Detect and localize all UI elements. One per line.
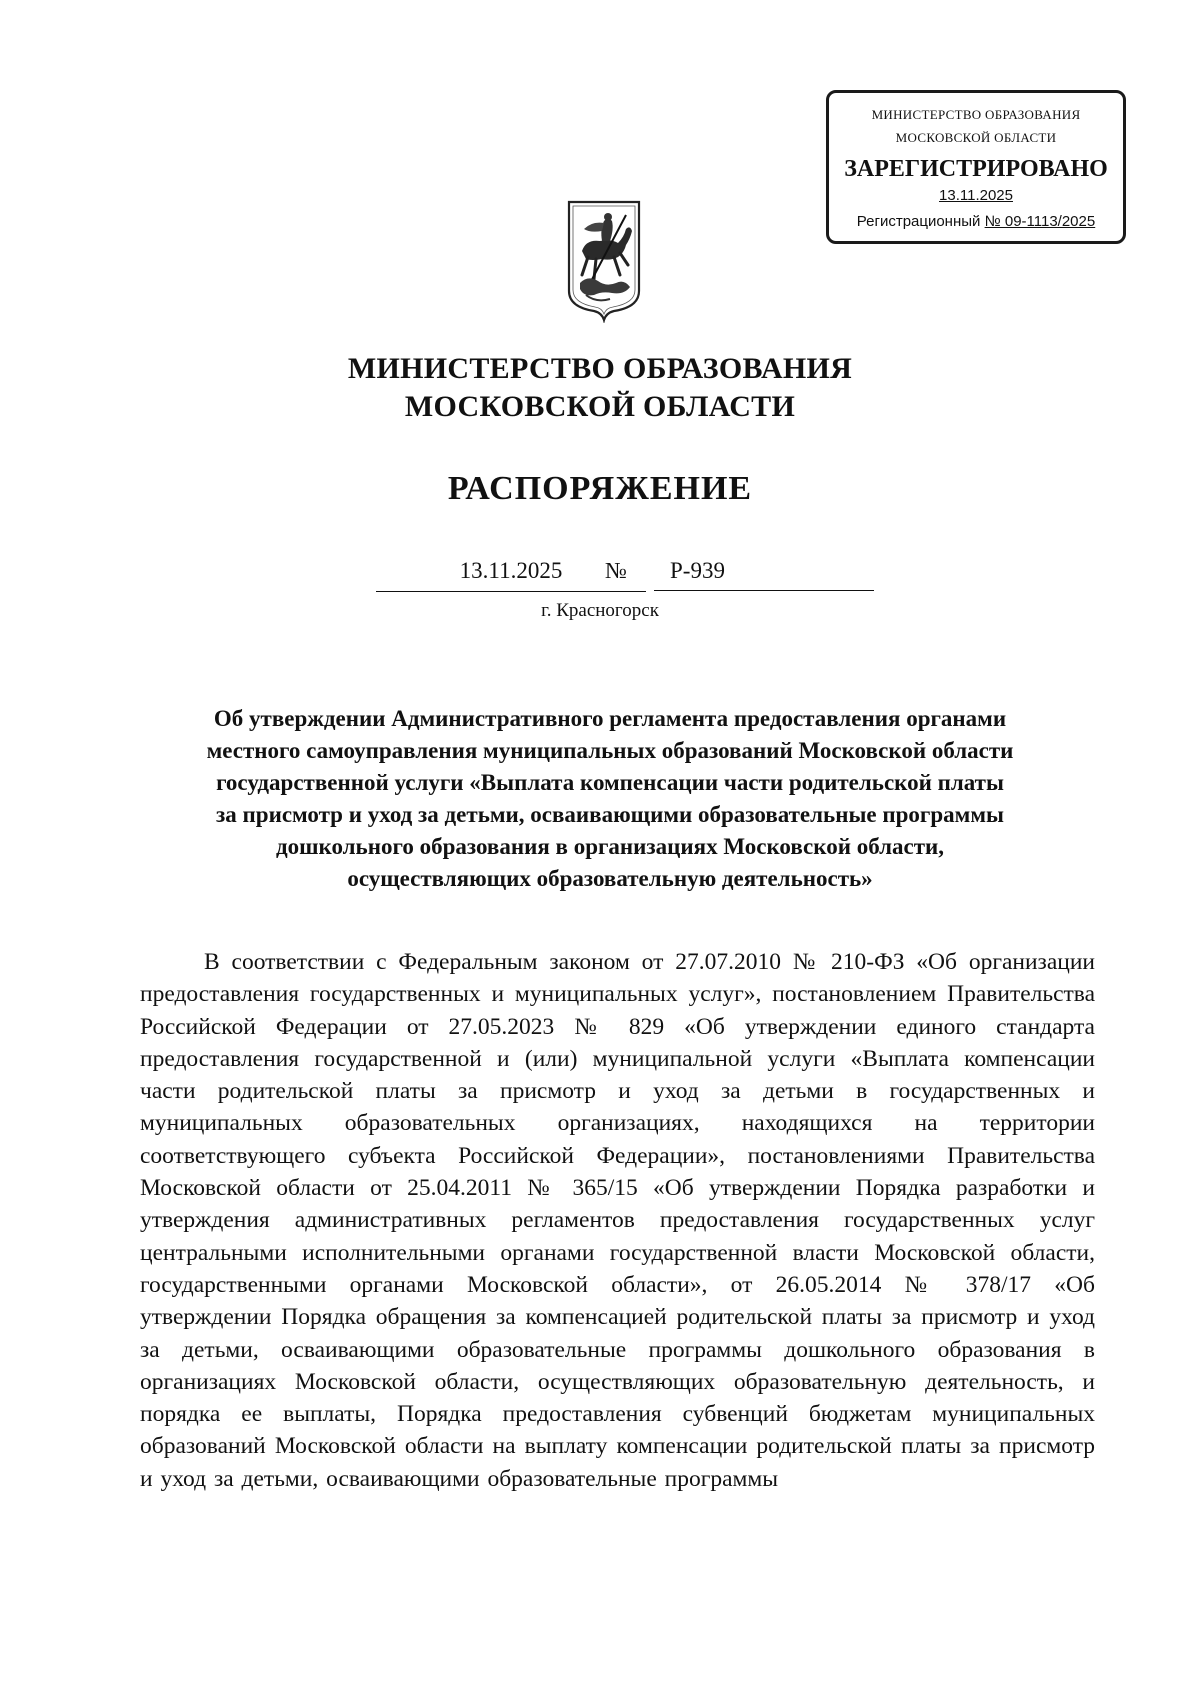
coat-of-arms-icon [566, 199, 642, 323]
subject-line: Об утверждении Административного регламента предоставления органами [213, 706, 1007, 731]
ministry-title-line2: МОСКОВСКОЙ ОБЛАСТИ [404, 390, 796, 423]
stamp-status: ЗАРЕГИСТРИРОВАНО [844, 156, 1108, 182]
body-paragraph: В соответствии с Федеральным законом от 27.07.2010 № 210-ФЗ «Об организации предоставления государственных и муниципальных услуг», постановлением Правительства Российской Федерации от 27.05.2023 № 829 «Об утверждении единого стандарта предоставления государственной и (или) муниципальной услуги «Выплата компенсации части родительской платы за присмотр и уход за детьми в государственных и муниципальных образовательных организациях, находящихся на территории соответствующего субъекта Российской Федерации», постановлениями Правительства Московской области от 25.04.2011 № 365/15 «Об утверждении Порядка разработки и утверждения административных регламентов предоставления государственных услуг центральными исполнительными органами государственной власти Московской области, государственными органами Московской области», от 26.05.2014 № 378/17 «Об утверждении Порядка обращения за компенсацией родительской платы за присмотр и уход за детьми, осваивающими образовательные программы дошкольного образования в организациях Московской области, осуществляющих образовательную деятельность, и порядка ее выплаты, Порядка предоставления субвенций бюджетам муниципальных образований Московской области на выплату компенсации родительской платы за присмотр и уход за детьми, осваивающими образовательные программы [140, 949, 1095, 1492]
document-date: 13.11.2025 [376, 551, 646, 592]
ministry-title-line1: МИНИСТЕРСТВО ОБРАЗОВАНИЯ [347, 352, 853, 385]
subject-line: дошкольного образования в организациях Московской области, [275, 834, 945, 859]
ministry-title [0, 350, 1200, 426]
number-sign: № [605, 558, 627, 583]
stamp-org-line1: МИНИСТЕРСТВО ОБРАЗОВАНИЯ [871, 107, 1081, 122]
document-city: г. Красногорск [541, 600, 659, 621]
stamp-reg-label: Регистрационный [856, 213, 981, 230]
document-type: РАСПОРЯЖЕНИЕ [447, 470, 753, 507]
stamp-org-line2: МОСКОВСКОЙ ОБЛАСТИ [895, 130, 1057, 145]
stamp-reg-number: № 09-1113/2025 [984, 213, 1096, 230]
stamp-date: 13.11.2025 [939, 187, 1013, 204]
subject-line: за присмотр и уход за детьми, осваивающими образовательные программы [216, 802, 1004, 827]
subject-line: осуществляющих образовательную деятельность» [347, 866, 873, 891]
subject-line: местного самоуправления муниципальных образований Московской области [206, 738, 1014, 763]
registration-stamp [826, 90, 1126, 244]
document-subject [130, 703, 1090, 895]
subject-line: государственной услуги «Выплата компенсации части родительской платы [216, 770, 1004, 795]
document-number: Р-939 [654, 551, 874, 591]
stamp-registration [829, 213, 1123, 230]
